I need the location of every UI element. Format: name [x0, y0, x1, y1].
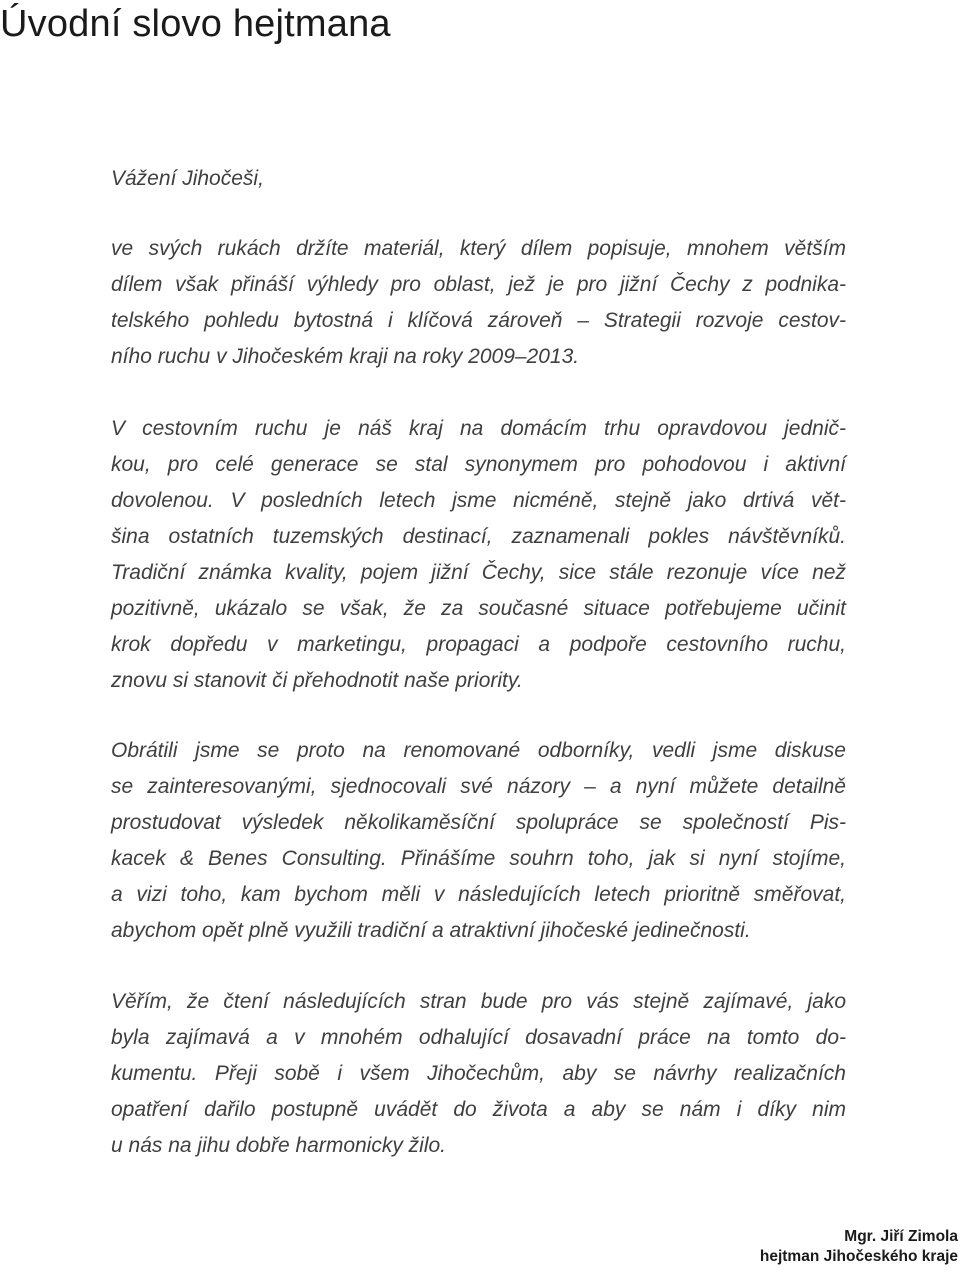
- paragraph-4-line: byla zajímavá a v mnohém odhalující dosavadní práce na tomto do-: [111, 1026, 846, 1049]
- paragraph-2-line: krok dopředu v marketingu, propagaci a podpoře cestovního ruchu,: [111, 633, 846, 656]
- paragraph-3-line: a vizi toho, kam bychom měli v následujících letech prioritně směřovat,: [111, 883, 846, 906]
- signature: [760, 1227, 958, 1267]
- paragraph-4-line: kumentu. Přeji sobě i všem Jihočechům, aby se návrhy realizačních: [111, 1062, 846, 1085]
- paragraph-2-line: V cestovním ruchu je náš kraj na domácím trhu opravdovou jednič-: [111, 417, 846, 440]
- paragraph-2-line: pozitivně, ukázalo se však, že za současné situace potřebujeme učinit: [111, 597, 846, 620]
- page-title: Úvodní slovo hejtmana: [0, 3, 391, 45]
- paragraph-2-line: Tradiční známka kvality, pojem jižní Čechy, sice stále rezonuje více než: [111, 561, 846, 584]
- paragraph-1-line: telského pohledu bytostná i klíčová zároveň – Strategii rozvoje cestov-: [111, 309, 846, 332]
- paragraph-3-line: se zainteresovanými, sjednocovali své názory – a nyní můžete detailně: [111, 775, 846, 798]
- paragraph-2-line: dovolenou. V posledních letech jsme nicméně, stejně jako drtivá vět-: [111, 489, 846, 512]
- paragraph-3-line: kacek & Benes Consulting. Přinášíme souhrn toho, jak si nyní stojíme,: [111, 847, 846, 870]
- paragraph-2-line: znovu si stanovit či přehodnotit naše priority.: [111, 669, 523, 692]
- paragraph-4-line: opatření dařilo postupně uvádět do života a aby se nám i díky nim: [111, 1098, 846, 1121]
- paragraph-3-line: abychom opět plně využili tradiční a atraktivní jihočeské jedinečnosti.: [111, 919, 751, 942]
- paragraph-3-line: Obrátili jsme se proto na renomované odborníky, vedli jsme diskuse: [111, 739, 846, 762]
- signature-name: Mgr. Jiří Zimola: [844, 1228, 958, 1245]
- paragraph-1-line: ve svých rukách držíte materiál, který dílem popisuje, mnohem větším: [111, 237, 846, 260]
- signature-role: hejtman Jihočeského kraje: [759, 1248, 958, 1265]
- paragraph-4-line: Věřím, že čtení následujících stran bude pro vás stejně zajímavé, jako: [111, 990, 846, 1013]
- paragraph-3-line: prostudovat výsledek několikaměsíční spolupráce se společností Pis-: [111, 811, 846, 834]
- paragraph-1-line: ního ruchu v Jihočeském kraji na roky 2009–2013.: [111, 345, 580, 368]
- paragraph-4-line: u nás na jihu dobře harmonicky žilo.: [111, 1134, 447, 1157]
- salutation: Vážení Jihočeši,: [111, 167, 264, 190]
- paragraph-2-line: kou, pro celé generace se stal synonymem pro pohodovou i aktivní: [111, 453, 846, 476]
- paragraph-1-line: dílem však přináší výhledy pro oblast, jež je pro jižní Čechy z podnika-: [111, 273, 846, 296]
- paragraph-2-line: šina ostatních tuzemských destinací, zaznamenali pokles návštěvníků.: [111, 525, 846, 548]
